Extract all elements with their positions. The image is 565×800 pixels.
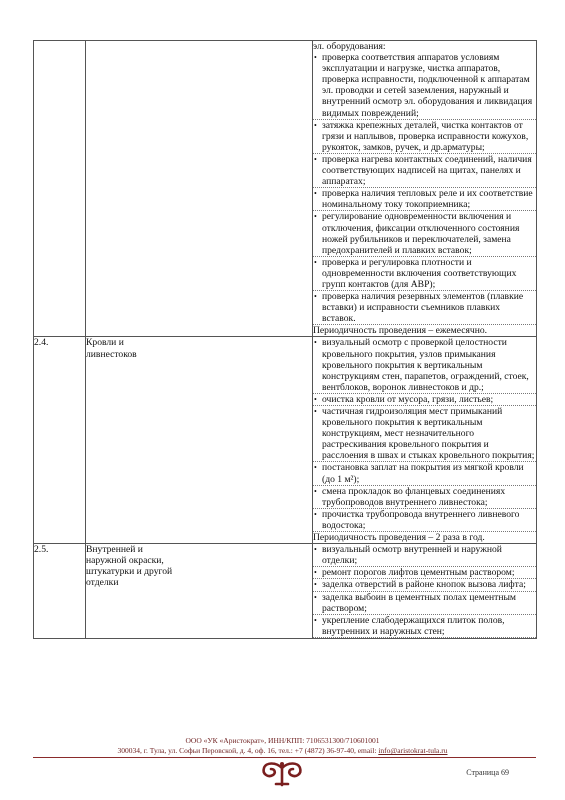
row-title-line: Кровли и xyxy=(86,337,124,349)
row-title-line: ливнестоков xyxy=(86,348,137,360)
row-number xyxy=(34,41,86,337)
list-item: • проверка и регулировка плотности и одновременности включения соответствующих групп контактов (для АВР); xyxy=(313,257,536,291)
work-list xyxy=(313,337,536,532)
maintenance-table xyxy=(33,40,537,639)
periodicity-note: Периодичность проведения – 2 раза в год. xyxy=(313,532,485,544)
footer-address-text: 300034, г. Тула, ул. Софьи Перовской, д. 4, оф. 16, тел.: +7 (4872) 36-97-40, email: xyxy=(117,746,379,755)
list-item: • постановка заплат на покрытия из мягкой кровли (до 1 м²); xyxy=(313,462,536,485)
list-item: • проверка наличия резервных элементов (плавкие вставки) и исправности съемников плавких вставок. xyxy=(313,291,536,325)
list-item: • заделка выбоин в цементных полах цементным раствором; xyxy=(313,592,536,615)
footer-rule xyxy=(33,757,536,758)
work-list xyxy=(313,52,536,325)
list-item: • проверка нагрева контактных соединений, наличия соответствующих надписей на щитах, панелях и аппаратах; xyxy=(313,154,536,188)
list-item: • ремонт порогов лифтов цементным раствором; xyxy=(313,567,536,579)
list-item: • визуальный осмотр с проверкой целостности кровельного покрытия, узлов примыкания кровельного покрытия к вертикальным конструкциям стен, парапетов, ограждений, стоек, вентблоков, воронок ливнестоков и др.; xyxy=(313,337,536,393)
list-item: • заделка отверстий в районе кнопок вызова лифта; xyxy=(313,579,536,591)
periodicity-note: Периодичность проведения – ежемесячно. xyxy=(313,325,488,337)
table-row xyxy=(34,41,537,337)
list-item: • регулирование одновременности включения и отключения, фиксации отключенного состояния ножей рубильников и переключателей, замена предохранителей и плавких вставок; xyxy=(313,211,536,256)
list-item: • укрепление слабодержащихся плиток полов, внутренних и наружных стен; xyxy=(313,615,536,638)
list-item: • проверка наличия тепловых реле и их соответствие номинальному току токоприемника; xyxy=(313,188,536,211)
row-title-line: отделки xyxy=(86,577,119,589)
footer-company: ООО «УК «Аристократ», ИНН/КПП: 7106531300/710601001 xyxy=(185,736,380,745)
work-intro: эл. оборудования: xyxy=(313,41,386,52)
row-number: 2.5. xyxy=(34,544,86,639)
row-number: 2.4. xyxy=(34,337,86,544)
list-item: • прочистка трубопровода внутреннего ливневого водостока; xyxy=(313,509,536,532)
row-title xyxy=(86,544,313,639)
footer-email-link[interactable]: info@aristokrat-tula.ru xyxy=(378,746,448,755)
ornament-logo-icon xyxy=(256,760,308,788)
table-row xyxy=(34,337,537,544)
work-list xyxy=(313,544,536,638)
page-number: Страница 69 xyxy=(466,768,509,777)
row-title-line: штукатурки и другой xyxy=(86,566,173,578)
list-item: • смена прокладок во фланцевых соединениях трубопроводов внутреннего ливнестока; xyxy=(313,486,536,509)
list-item: • частичная гидроизоляция мест примыканий кровельного покрытия к вертикальным конструкциям, мест незначительного растрескивания кровельного покрытия и расслоения в швах и стыках кровельного покрытия; xyxy=(313,406,536,462)
work-description xyxy=(313,544,537,639)
work-description xyxy=(313,41,537,337)
table-row xyxy=(34,544,537,639)
list-item: • визуальный осмотр внутренней и наружной отделки; xyxy=(313,544,536,567)
row-title-line: наружной окраски, xyxy=(86,555,164,567)
row-title-line: Внутренней и xyxy=(86,544,143,556)
list-item: • проверка соответствия аппаратов условиям эксплуатации и нагрузке, чистка аппаратов, проверка исправности, подключенной к аппаратам эл. проводки и сетей заземления, наружный и внутренний осмотр эл. оборудования и ликвидация видимых повреждений; xyxy=(313,52,536,120)
list-item: • очистка кровли от мусора, грязи, листьев; xyxy=(313,394,536,406)
list-item: • затяжка крепежных деталей, чистка контактов от грязи и наплывов, проверка исправности кожухов, рукояток, замков, ручек, и др.арматуры; xyxy=(313,120,536,154)
row-title xyxy=(86,41,313,337)
work-description xyxy=(313,337,537,544)
footer-address xyxy=(0,746,565,755)
row-title xyxy=(86,337,313,544)
